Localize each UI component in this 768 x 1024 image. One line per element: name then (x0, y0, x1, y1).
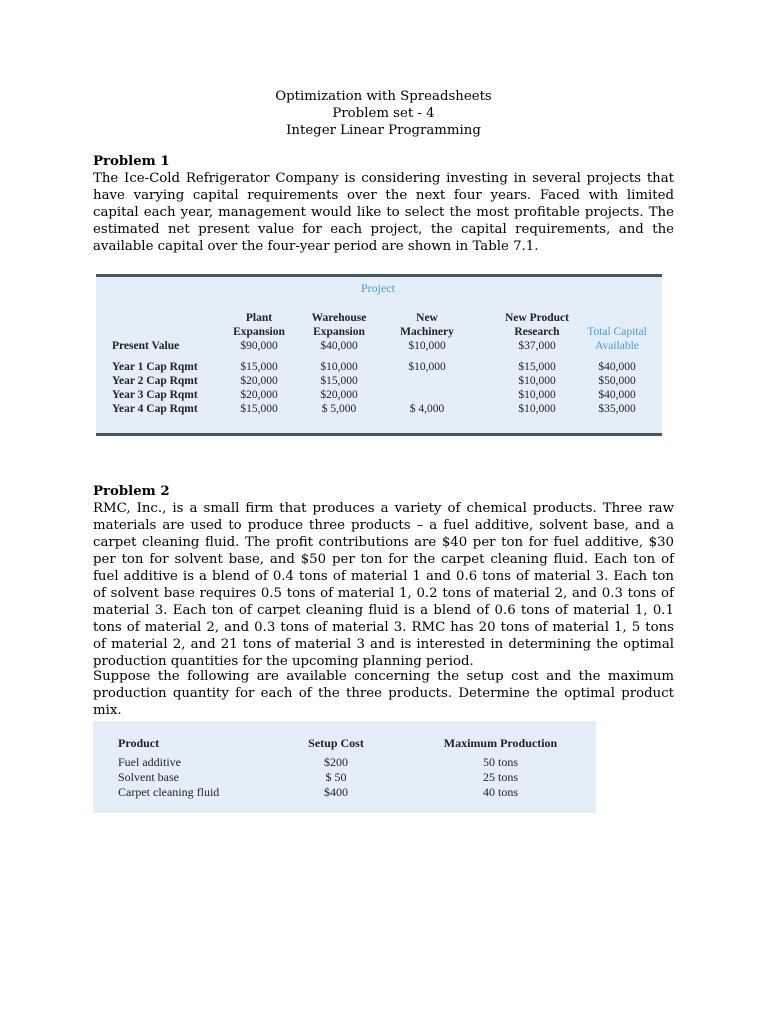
setup-cost-table (93, 721, 596, 813)
table-cell: $ 4,000 (409, 403, 445, 415)
problem-1-title: Problem 1 (93, 154, 170, 169)
row-label: Year 2 Cap Rqmt (112, 375, 198, 387)
column-header: New Product Research (505, 312, 569, 338)
table-cell: $15,000 (240, 403, 278, 415)
table-cell: $200 (324, 755, 348, 769)
column-header: Warehouse Expansion (311, 312, 367, 338)
column-header: Plant Expansion (233, 312, 285, 338)
column-header: New Machinery (400, 312, 454, 338)
table-cell: Fuel additive (118, 755, 181, 769)
table-cell: $40,000 (598, 389, 636, 401)
table-cell: $10,000 (408, 361, 446, 373)
table-cell: Solvent base (118, 770, 179, 784)
row-label: Present Value (112, 340, 180, 352)
table-cell: $10,000 (518, 375, 556, 387)
table-cell: $40,000 (320, 340, 358, 352)
table-cell: $15,000 (518, 361, 556, 373)
table-cell: 25 tons (482, 770, 518, 784)
row-label: Year 4 Cap Rqmt (112, 403, 198, 415)
document-page (93, 88, 674, 799)
document-header (93, 88, 674, 139)
row-label: Year 1 Cap Rqmt (112, 361, 198, 373)
problem-2-title: Problem 2 (93, 484, 170, 499)
column-header-total-capital: Total Capital Available (587, 326, 647, 352)
table-cell: $90,000 (240, 340, 278, 352)
table-cell: $50,000 (598, 375, 636, 387)
table-cell: $15,000 (240, 361, 278, 373)
column-header: Setup Cost (308, 736, 364, 750)
table-cell: $37,000 (518, 340, 556, 352)
column-header: Product (118, 736, 160, 750)
problem-1-text: The Ice-Cold Refrigerator Company is considering investing in several projects that have varying capital requirements over the next four years. Faced with limited capital each year, management would like to select the most profitable projects. The estimated net present value for each project, the capital requirements, and the available capital over the four-year period are shown in Table 7.1. (93, 171, 674, 254)
table-cell: 40 tons (482, 785, 518, 799)
table-cell: $35,000 (598, 403, 636, 415)
course-title: Optimization with Spreadsheets (275, 89, 492, 104)
table-cell: $20,000 (320, 389, 358, 401)
row-label: Year 3 Cap Rqmt (112, 389, 198, 401)
project-group-header: Project (361, 281, 395, 295)
table-cell: $ 50 (325, 770, 347, 784)
table-cell: $ 5,000 (321, 403, 357, 415)
table-cell: $20,000 (240, 389, 278, 401)
table-cell: $10,000 (518, 389, 556, 401)
table-cell: $10,000 (408, 340, 446, 352)
problem-set-title: Problem set - 4 (332, 106, 435, 121)
problem-2-text: RMC, Inc., is a small firm that produces a variety of chemical products. Three raw materials are used to produce three products – a fuel additive, solvent base, and a carpet cleaning fluid. The profit contributions are $40 per ton for fuel additive, $30 per ton for solvent base, and $50 per ton for the carpet cleaning fluid. Each ton of fuel additive is a blend of 0.4 tons of material 1 and 0.6 tons of material 3. Each ton of solvent base requires 0.5 tons of material 1, 0.2 tons of material 2, and 0.3 tons of material 3. Each ton of carpet cleaning fluid is a blend of 0.6 tons of material 1, 0.1 tons of material 2, and 0.3 tons of material 3. RMC has 20 tons of material 1, 5 tons of material 2, and 21 tons of material 3 and is interested in determining the optimal production quantities for the upcoming planning period. (93, 501, 674, 669)
table-cell: $15,000 (320, 375, 358, 387)
table-cell: $10,000 (518, 403, 556, 415)
capital-requirements-table (96, 274, 662, 436)
table-cell: $10,000 (320, 361, 358, 373)
table-cell: 50 tons (482, 755, 518, 769)
column-header: Maximum Production (443, 736, 558, 750)
table-cell: $40,000 (598, 361, 636, 373)
table-cell: $400 (324, 785, 348, 799)
table-cell: Carpet cleaning fluid (118, 785, 220, 799)
topic-title: Integer Linear Programming (286, 123, 481, 138)
problem-2-followup-text: Suppose the following are available concerning the setup cost and the maximum production quantity for each of the three products. Determine the optimal product mix. (93, 669, 674, 718)
table-cell: $20,000 (240, 375, 278, 387)
